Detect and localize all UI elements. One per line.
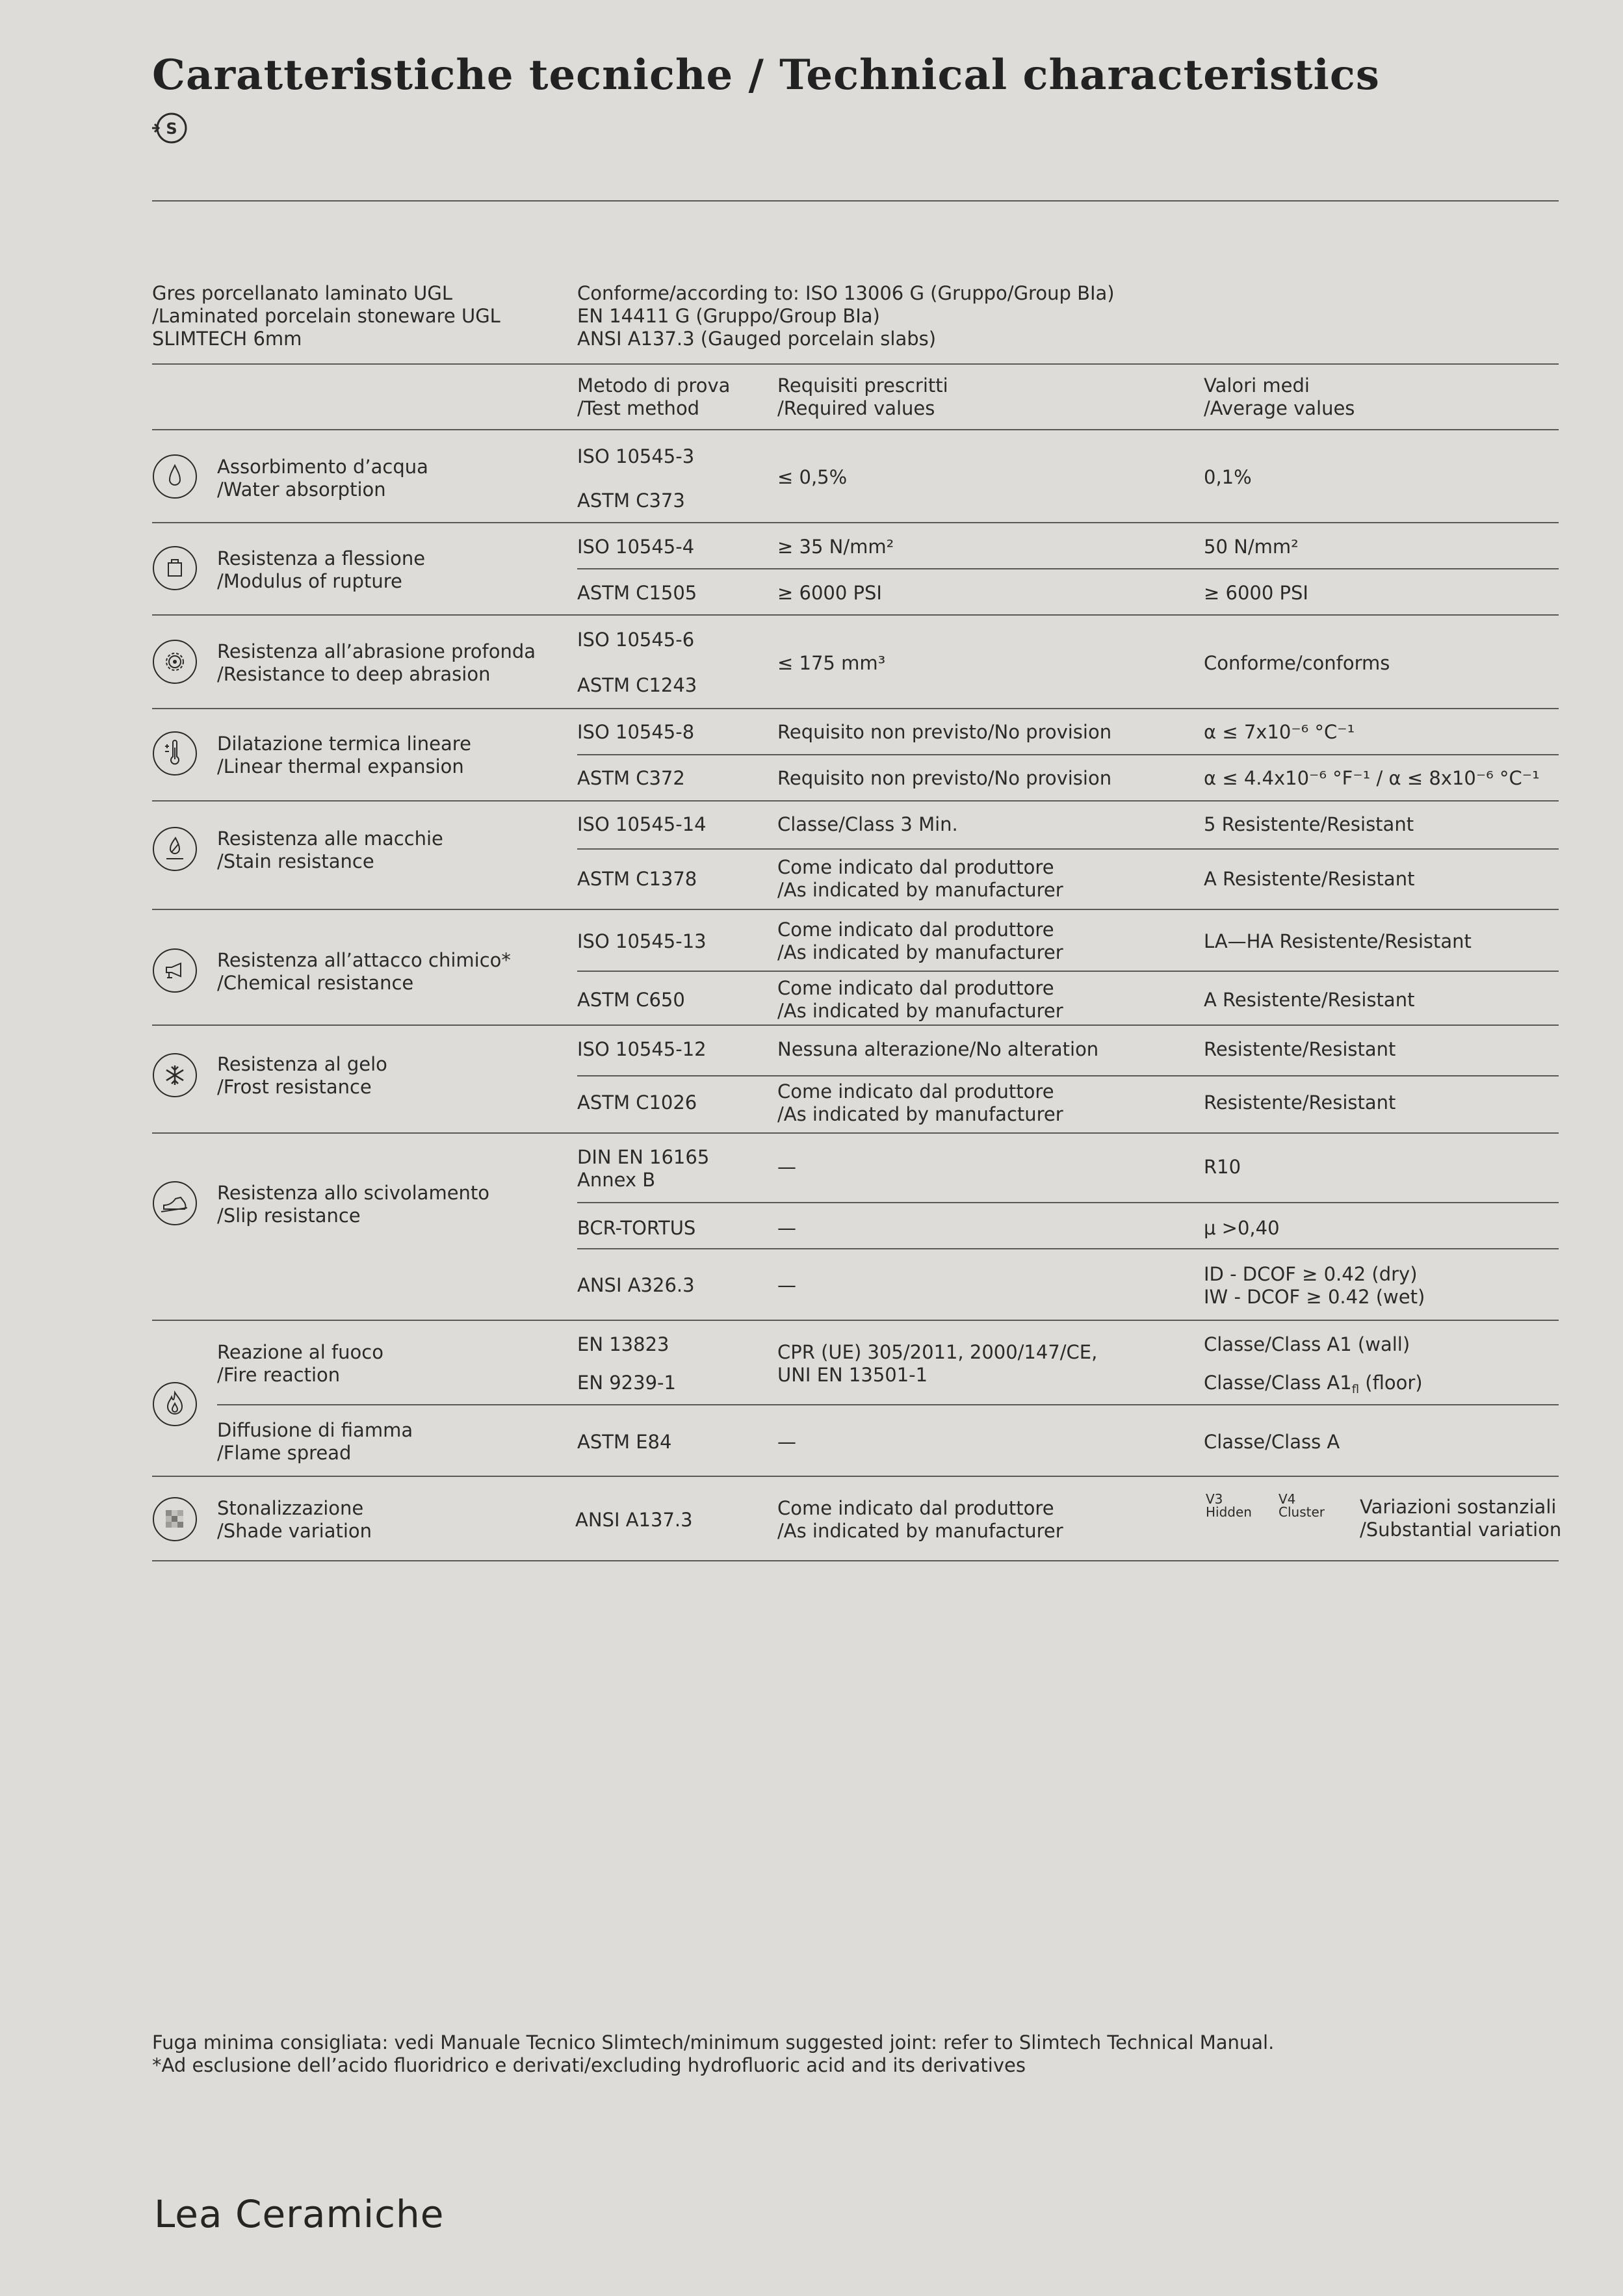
table-divider bbox=[152, 1320, 1559, 1321]
average-value: Resistente/Resistant bbox=[1204, 1091, 1396, 1114]
row-label-en: /Linear thermal expansion bbox=[217, 755, 464, 777]
header-method-en: /Test method bbox=[577, 397, 700, 419]
test-method: ANSI A326.3 bbox=[577, 1274, 695, 1296]
table-divider bbox=[152, 522, 1559, 523]
required-value: — bbox=[777, 1156, 796, 1178]
flame-icon bbox=[152, 1381, 198, 1427]
required-value: Come indicato dal produttore bbox=[777, 1497, 1054, 1519]
shade-class-v3: V3 bbox=[1206, 1491, 1223, 1507]
standard-line: ANSI A137.3 (Gauged porcelain slabs) bbox=[577, 328, 937, 350]
average-value: 0,1% bbox=[1204, 466, 1252, 488]
test-method: ASTM C1026 bbox=[577, 1091, 697, 1114]
required-value: ≤ 0,5% bbox=[777, 466, 848, 488]
test-method: ISO 10545-14 bbox=[577, 813, 707, 835]
average-value: /Substantial variation bbox=[1360, 1519, 1562, 1541]
circle-s-arrow-icon bbox=[152, 112, 188, 144]
row-label-en: /Stain resistance bbox=[217, 850, 374, 872]
average-value: A Resistente/Resistant bbox=[1204, 868, 1415, 890]
table-divider bbox=[152, 429, 1559, 430]
required-value: ≤ 175 mm³ bbox=[777, 652, 886, 674]
required-value: /As indicated by manufacturer bbox=[777, 941, 1063, 963]
required-value: /As indicated by manufacturer bbox=[777, 879, 1063, 901]
required-value: — bbox=[777, 1274, 796, 1296]
required-value: Nessuna alterazione/No alteration bbox=[777, 1038, 1099, 1060]
test-method: ANSI A137.3 bbox=[575, 1509, 693, 1531]
table-divider bbox=[152, 363, 1559, 365]
test-method: EN 13823 bbox=[577, 1333, 669, 1355]
header-average-en: /Average values bbox=[1204, 397, 1355, 419]
average-value: Classe/Class $A1_{fl}$ (floor) bbox=[1204, 1372, 1423, 1396]
shade-class-v4: V4 bbox=[1279, 1491, 1296, 1507]
required-value: /As indicated by manufacturer bbox=[777, 1103, 1063, 1125]
page-title: Caratteristiche tecniche / Technical characteristics bbox=[152, 51, 1380, 99]
row-label-en: /Water absorption bbox=[217, 478, 386, 501]
product-model: SLIMTECH 6mm bbox=[152, 328, 302, 350]
average-value: Classe/Class A1 (wall) bbox=[1204, 1333, 1410, 1355]
shade-class-v4-label: Cluster bbox=[1279, 1504, 1325, 1520]
brand-logo: Lea Ceramiche bbox=[154, 2192, 445, 2236]
shade-class-v3-label: Hidden bbox=[1206, 1504, 1252, 1520]
table-divider bbox=[152, 909, 1559, 910]
footnote: *Ad esclusione dell’acido fluoridrico e derivati/excluding hydrofluoric acid and its derivatives bbox=[152, 2054, 1026, 2076]
header-average: Valori medi bbox=[1204, 374, 1310, 397]
row-label: Stonalizzazione bbox=[217, 1497, 364, 1519]
test-method: ASTM C650 bbox=[577, 989, 685, 1011]
average-value: μ >0,40 bbox=[1204, 1217, 1280, 1239]
average-value: Variazioni sostanziali bbox=[1360, 1496, 1557, 1518]
required-value: Come indicato dal produttore bbox=[777, 919, 1054, 941]
weight-icon bbox=[152, 545, 198, 591]
row-label: Dilatazione termica lineare bbox=[217, 733, 471, 755]
row-label-en: /Shade variation bbox=[217, 1520, 372, 1542]
test-method: ASTM C372 bbox=[577, 767, 685, 789]
sub-divider bbox=[577, 754, 1559, 755]
sub-divider bbox=[577, 568, 1559, 569]
required-value: /As indicated by manufacturer bbox=[777, 1000, 1063, 1022]
average-value: Resistente/Resistant bbox=[1204, 1038, 1396, 1060]
row-label: Resistenza alle macchie bbox=[217, 828, 443, 850]
row-label: Resistenza all’abrasione profonda bbox=[217, 640, 536, 662]
required-value: Come indicato dal produttore bbox=[777, 856, 1054, 878]
row-label-en: /Slip resistance bbox=[217, 1205, 361, 1227]
test-method: BCR-TORTUS bbox=[577, 1217, 696, 1239]
average-value: α ≤ 4.4x10⁻⁶ °F⁻¹ / α ≤ 8x10⁻⁶ °C⁻¹ bbox=[1204, 767, 1540, 789]
row-label: Resistenza allo scivolamento bbox=[217, 1182, 490, 1204]
snowflake-icon bbox=[152, 1052, 198, 1098]
test-method: ISO 10545-13 bbox=[577, 930, 707, 952]
sub-divider bbox=[577, 1202, 1559, 1203]
row-label: Resistenza al gelo bbox=[217, 1053, 387, 1075]
header-required-en: /Required values bbox=[777, 397, 935, 419]
average-value: ID - DCOF ≥ 0.42 (dry) bbox=[1204, 1263, 1418, 1285]
water-drop-icon bbox=[152, 454, 198, 499]
table-divider bbox=[152, 1476, 1559, 1477]
average-value: α ≤ 7x10⁻⁶ °C⁻¹ bbox=[1204, 721, 1355, 743]
row-label: Diffusione di fiamma bbox=[217, 1419, 413, 1441]
required-value: — bbox=[777, 1217, 796, 1239]
chemical-spray-icon bbox=[152, 948, 198, 993]
standard-line: Conforme/according to: ISO 13006 G (Gruppo/Group BIa) bbox=[577, 282, 1115, 304]
footnote: Fuga minima consigliata: vedi Manuale Tecnico Slimtech/minimum suggested joint: refer to Slimtech Technical Manual. bbox=[152, 2031, 1275, 2054]
row-label: Resistenza all’attacco chimico* bbox=[217, 949, 511, 971]
test-method: ISO 10545-4 bbox=[577, 536, 695, 558]
test-method: ISO 10545-6 bbox=[577, 629, 695, 651]
sub-divider bbox=[577, 848, 1559, 850]
required-value: UNI EN 13501-1 bbox=[777, 1364, 928, 1386]
top-divider bbox=[152, 200, 1559, 202]
row-label-en: /Frost resistance bbox=[217, 1076, 372, 1098]
average-value: ≥ 6000 PSI bbox=[1204, 582, 1308, 604]
average-value: 5 Resistente/Resistant bbox=[1204, 813, 1414, 835]
sub-divider bbox=[577, 971, 1559, 972]
average-value: 50 N/mm² bbox=[1204, 536, 1299, 558]
row-label-en: /Flame spread bbox=[217, 1442, 352, 1464]
required-value: CPR (UE) 305/2011, 2000/147/CE, bbox=[777, 1341, 1098, 1363]
table-divider bbox=[152, 1132, 1559, 1134]
test-method: Annex B bbox=[577, 1169, 656, 1191]
test-method: EN 9239-1 bbox=[577, 1372, 676, 1394]
average-value: Conforme/conforms bbox=[1204, 652, 1390, 674]
product-name-en: /Laminated porcelain stoneware UGL bbox=[152, 305, 500, 327]
test-method: ISO 10545-3 bbox=[577, 445, 695, 467]
table-divider bbox=[152, 614, 1559, 616]
required-value: Requisito non previsto/No provision bbox=[777, 767, 1112, 789]
shade-grid-icon bbox=[152, 1496, 198, 1542]
required-value: — bbox=[777, 1431, 796, 1453]
average-value: R10 bbox=[1204, 1156, 1241, 1178]
standard-line: EN 14411 G (Gruppo/Group BIa) bbox=[577, 305, 880, 327]
header-method: Metodo di prova bbox=[577, 374, 731, 397]
sub-divider bbox=[217, 1404, 1559, 1405]
required-value: Requisito non previsto/No provision bbox=[777, 721, 1112, 743]
required-value: /As indicated by manufacturer bbox=[777, 1520, 1063, 1542]
product-name-it: Gres porcellanato laminato UGL bbox=[152, 282, 452, 304]
row-label-en: /Chemical resistance bbox=[217, 972, 414, 994]
average-value: A Resistente/Resistant bbox=[1204, 989, 1415, 1011]
header-required: Requisiti prescritti bbox=[777, 374, 948, 397]
thermometer-icon bbox=[152, 731, 198, 776]
table-divider bbox=[152, 1560, 1559, 1561]
sub-divider bbox=[577, 1248, 1559, 1249]
average-value: Classe/Class A bbox=[1204, 1431, 1340, 1453]
table-divider bbox=[152, 800, 1559, 802]
test-method: ASTM C1505 bbox=[577, 582, 697, 604]
average-value: LA—HA Resistente/Resistant bbox=[1204, 930, 1472, 952]
table-divider bbox=[152, 1024, 1559, 1026]
required-value: Come indicato dal produttore bbox=[777, 1080, 1054, 1102]
test-method: ASTM C373 bbox=[577, 489, 685, 512]
row-label: Reazione al fuoco bbox=[217, 1341, 383, 1363]
stain-icon bbox=[152, 826, 198, 872]
test-method: ISO 10545-12 bbox=[577, 1038, 707, 1060]
required-value: Come indicato dal produttore bbox=[777, 977, 1054, 999]
row-label: Assorbimento d’acqua bbox=[217, 456, 428, 478]
required-value: ≥ 35 N/mm² bbox=[777, 536, 894, 558]
test-method: ISO 10545-8 bbox=[577, 721, 695, 743]
shoe-icon bbox=[152, 1181, 198, 1226]
average-value: IW - DCOF ≥ 0.42 (wet) bbox=[1204, 1286, 1425, 1308]
row-label-en: /Modulus of rupture bbox=[217, 570, 402, 592]
svg-text:S: S bbox=[166, 120, 177, 138]
row-label: Resistenza a flessione bbox=[217, 547, 426, 569]
table-divider bbox=[152, 708, 1559, 709]
gear-icon bbox=[152, 639, 198, 685]
test-method: ASTM C1378 bbox=[577, 868, 697, 890]
row-label-en: /Resistance to deep abrasion bbox=[217, 663, 491, 685]
test-method: ASTM E84 bbox=[577, 1431, 672, 1453]
required-value: Classe/Class 3 Min. bbox=[777, 813, 958, 835]
test-method: DIN EN 16165 bbox=[577, 1146, 710, 1168]
row-label-en: /Fire reaction bbox=[217, 1364, 341, 1386]
sub-divider bbox=[577, 1075, 1559, 1076]
required-value: ≥ 6000 PSI bbox=[777, 582, 882, 604]
test-method: ASTM C1243 bbox=[577, 674, 697, 696]
